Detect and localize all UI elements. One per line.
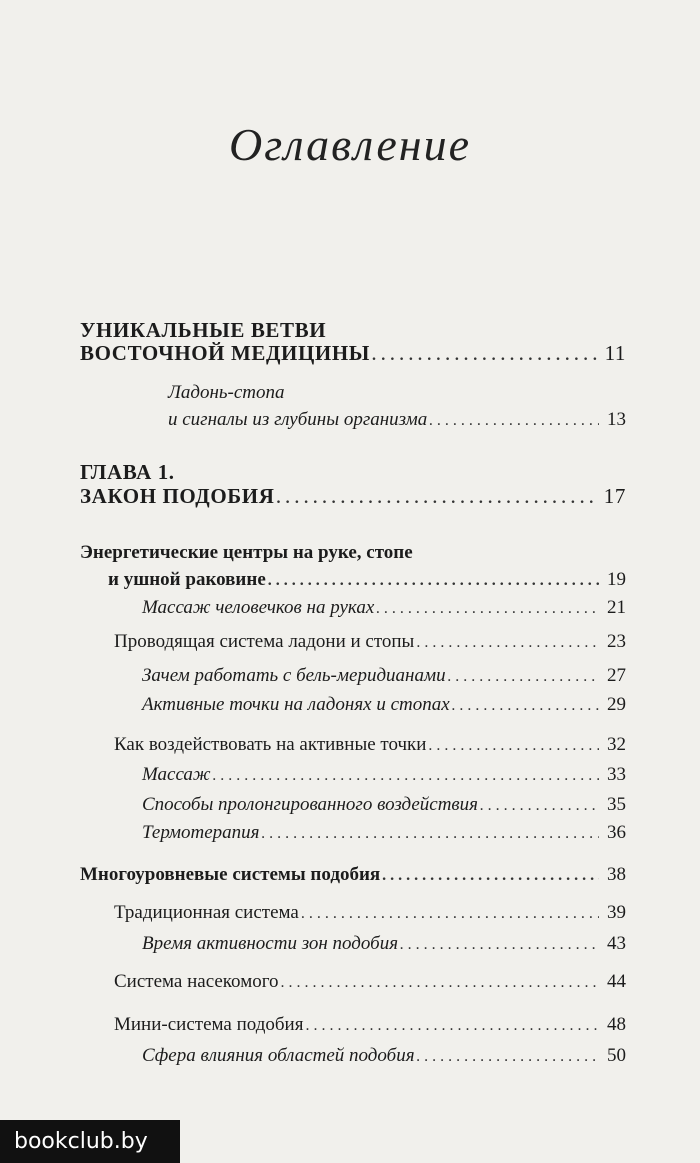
toc-entry-1-title: ВОСТОЧНОЙ МЕДИЦИНЫ (80, 341, 371, 365)
toc-entry-5-title: Массаж человечков на руках (142, 597, 375, 618)
toc-leader (268, 570, 599, 589)
toc-entry-4-line1: Энергетические центры на руке, стопе (80, 542, 413, 563)
toc-leader (448, 666, 599, 685)
toc-entry-5-page: 21 (607, 597, 626, 618)
toc-entry-17-title: Мини-система подобия (114, 1014, 304, 1035)
toc-entry-12-title: Термотерапия (142, 822, 260, 843)
toc-entry-7-title: Зачем работать с бель-меридианами (142, 665, 446, 686)
toc-entry-6-title: Проводящая система ладони и стопы (114, 631, 415, 652)
watermark-text: bookclub.by (14, 1129, 148, 1154)
toc-entry-4-title: и ушной раковине (108, 569, 266, 590)
toc-leader (400, 934, 599, 953)
page-title: Оглавление (228, 119, 471, 170)
toc-entry-10-title: Массаж (142, 764, 211, 785)
toc-leader (372, 343, 597, 364)
toc-leader (382, 865, 599, 884)
toc-entry-2-title: и сигналы из глубины организма (168, 409, 428, 430)
toc-entry-13-page: 38 (607, 864, 626, 885)
toc-entry-11-page: 35 (607, 794, 626, 815)
toc-entry-8 (142, 695, 626, 714)
toc-leader (428, 735, 599, 754)
toc-entry-9-page: 32 (607, 734, 626, 755)
toc-entry-13-title: Многоуровневые системы подобия (80, 864, 381, 885)
toc-entry-7 (142, 666, 626, 685)
toc-entry-13 (80, 865, 626, 884)
toc-leader (281, 972, 599, 991)
toc-entry-11-title: Способы пролонгированного воздействия (142, 794, 478, 815)
toc-leader (480, 795, 599, 814)
toc-leader (261, 823, 599, 842)
toc-entry-14-page: 39 (607, 902, 626, 923)
toc-leader (301, 903, 599, 922)
toc-entry-15-page: 43 (607, 933, 626, 954)
toc-entry-16-title: Система насекомого (114, 971, 279, 992)
toc-entry-1-page: 11 (604, 341, 626, 365)
toc-entry-2-line1: Ладонь-стопа (168, 382, 285, 403)
toc-entry-8-page: 29 (607, 694, 626, 715)
toc-entry-3-line1: ГЛАВА 1. (80, 460, 175, 484)
toc-entry-6-page: 23 (607, 631, 626, 652)
toc-entry-16 (114, 972, 626, 991)
toc-entry-2-page: 13 (607, 409, 626, 430)
toc-entry-3 (80, 486, 626, 507)
toc-entry-8-title: Активные точки на ладонях и стопах (142, 694, 450, 715)
toc-leader (305, 1015, 599, 1034)
toc-entry-12 (142, 823, 626, 842)
toc-entry-1 (80, 343, 626, 364)
toc-entry-4-page: 19 (607, 569, 626, 590)
toc-entry-16-page: 44 (607, 971, 626, 992)
toc-entry-18-title: Сфера влияния областей подобия (142, 1045, 415, 1066)
toc-entry-9-title: Как воздействовать на активные точки (114, 734, 427, 755)
toc-entry-15 (142, 934, 626, 953)
toc-entry-12-page: 36 (607, 822, 626, 843)
toc-entry-14 (114, 903, 626, 922)
toc-leader (376, 598, 599, 617)
toc-leader (452, 695, 599, 714)
toc-entry-6 (114, 632, 626, 651)
toc-entry-3-page: 17 (603, 484, 626, 508)
toc-entry-5 (142, 598, 626, 617)
toc-entry-10-page: 33 (607, 764, 626, 785)
toc-leader (417, 1046, 599, 1065)
toc-entry-14-title: Традиционная система (114, 902, 299, 923)
toc-entry-17 (114, 1015, 626, 1034)
toc-leader (416, 632, 599, 651)
toc-leader (429, 410, 599, 429)
toc-entry-1-line1: УНИКАЛЬНЫЕ ВЕТВИ (80, 318, 327, 342)
toc-entry-18 (142, 1046, 626, 1065)
watermark (0, 1120, 180, 1163)
toc-entry-15-title: Время активности зон подобия (142, 933, 399, 954)
toc-leader (276, 486, 595, 507)
toc-entry-17-page: 48 (607, 1014, 626, 1035)
toc-entry-18-page: 50 (607, 1045, 626, 1066)
toc-entry-3-title: ЗАКОН ПОДОБИЯ (80, 484, 275, 508)
toc-entry-4 (108, 570, 626, 589)
toc-entry-11 (142, 795, 626, 814)
toc-leader (213, 765, 599, 784)
toc-entry-7-page: 27 (607, 665, 626, 686)
toc-entry-9 (114, 735, 626, 754)
toc-entry-10 (142, 765, 626, 784)
toc-entry-2 (168, 410, 626, 429)
